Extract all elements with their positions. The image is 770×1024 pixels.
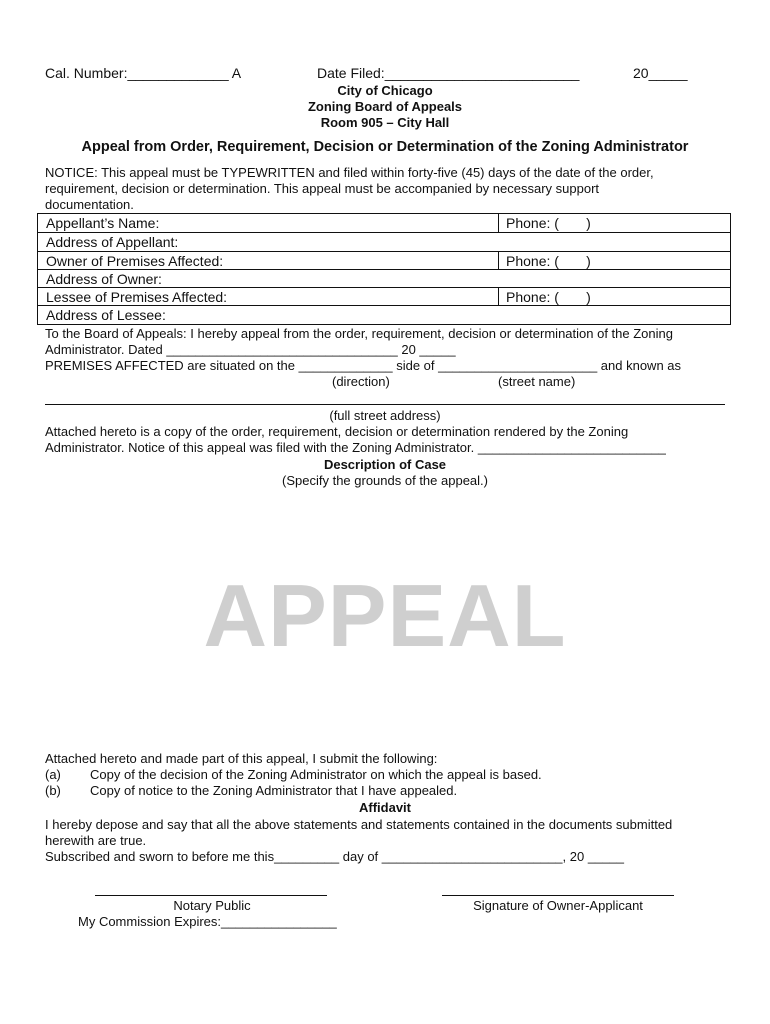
notice-line: documentation. bbox=[45, 197, 134, 212]
appellant-name-field[interactable]: Appellant’s Name: bbox=[46, 215, 160, 231]
notary-caption: Notary Public bbox=[173, 898, 251, 913]
commission-expires-field[interactable]: My Commission Expires:________________ bbox=[78, 914, 337, 929]
appeal-dated-field[interactable]: Administrator. Dated ________________________________ 20 _____ bbox=[45, 342, 456, 357]
owner-address-field[interactable]: Address of Owner: bbox=[46, 270, 162, 287]
affidavit-statement: I hereby depose and say that all the above statements and statements contained in the documents submitted bbox=[45, 817, 673, 832]
cal-number-field[interactable]: Cal. Number:_____________ A bbox=[45, 65, 242, 81]
table-row bbox=[38, 214, 730, 232]
table-row bbox=[38, 269, 730, 287]
table-row bbox=[38, 251, 730, 269]
full-address-line[interactable] bbox=[45, 404, 725, 405]
attached-statement: Attached hereto is a copy of the order, requirement, decision or determination rendered by the Zoning bbox=[45, 424, 629, 439]
owner-phone-field[interactable]: Phone: ( ) bbox=[498, 252, 730, 269]
notice-line: requirement, decision or determination. This appeal must be accompanied by necessary support bbox=[45, 181, 600, 196]
affidavit-heading: Affidavit bbox=[359, 800, 411, 815]
appeal-watermark: APPEAL bbox=[203, 566, 567, 665]
notice-filed-field[interactable]: Administrator. Notice of this appeal was filed with the Zoning Administrator. __________________________ bbox=[45, 440, 666, 455]
appellant-phone-field[interactable]: Phone: ( ) bbox=[498, 214, 730, 232]
attachment-item: Copy of notice to the Zoning Administrator that I have appealed. bbox=[90, 783, 458, 798]
sworn-date-field[interactable]: Subscribed and sworn to before me this_________ day of _________________________, 20 _____ bbox=[45, 849, 624, 864]
description-instructions: (Specify the grounds of the appeal.) bbox=[282, 473, 488, 488]
attachment-marker: (b) bbox=[45, 783, 61, 798]
lessee-phone-field[interactable]: Phone: ( ) bbox=[498, 288, 730, 305]
table-row bbox=[38, 287, 730, 305]
city-name: City of Chicago bbox=[337, 83, 433, 98]
description-heading: Description of Case bbox=[323, 457, 447, 472]
table-row bbox=[38, 232, 730, 250]
full-address-caption: (full street address) bbox=[329, 408, 441, 423]
appellant-address-field[interactable]: Address of Appellant: bbox=[46, 234, 179, 251]
applicant-info-table bbox=[37, 213, 731, 325]
board-name: Zoning Board of Appeals bbox=[307, 99, 463, 114]
street-name-caption: (street name) bbox=[498, 374, 576, 389]
table-row bbox=[38, 305, 730, 323]
date-filed-field[interactable]: Date Filed:_________________________ bbox=[317, 65, 580, 81]
appeal-statement: To the Board of Appeals: I hereby appeal from the order, requirement, decision or determination of the Zoning bbox=[45, 326, 673, 341]
affidavit-statement: herewith are true. bbox=[45, 833, 147, 848]
direction-caption: (direction) bbox=[332, 374, 390, 389]
owner-signature-line[interactable] bbox=[442, 895, 674, 896]
attachments-intro: Attached hereto and made part of this appeal, I submit the following: bbox=[45, 751, 438, 766]
year-field[interactable]: 20_____ bbox=[633, 65, 688, 81]
premises-field[interactable]: PREMISES AFFECTED are situated on the _____________ side of ______________________ and known as bbox=[45, 358, 682, 373]
notary-signature-line[interactable] bbox=[95, 895, 327, 896]
owner-name-field[interactable]: Owner of Premises Affected: bbox=[46, 252, 224, 269]
notice-line: NOTICE: This appeal must be TYPEWRITTEN and filed within forty-five (45) days of the date of the order, bbox=[45, 165, 654, 180]
form-title: Appeal from Order, Requirement, Decision or Determination of the Zoning Administrator bbox=[81, 139, 689, 155]
room-location: Room 905 – City Hall bbox=[320, 115, 450, 130]
attachment-marker: (a) bbox=[45, 767, 61, 782]
owner-signature-caption: Signature of Owner-Applicant bbox=[473, 898, 643, 913]
lessee-name-field[interactable]: Lessee of Premises Affected: bbox=[46, 289, 228, 306]
attachment-item: Copy of the decision of the Zoning Administrator on which the appeal is based. bbox=[90, 767, 542, 782]
lessee-address-field[interactable]: Address of Lessee: bbox=[46, 307, 166, 324]
